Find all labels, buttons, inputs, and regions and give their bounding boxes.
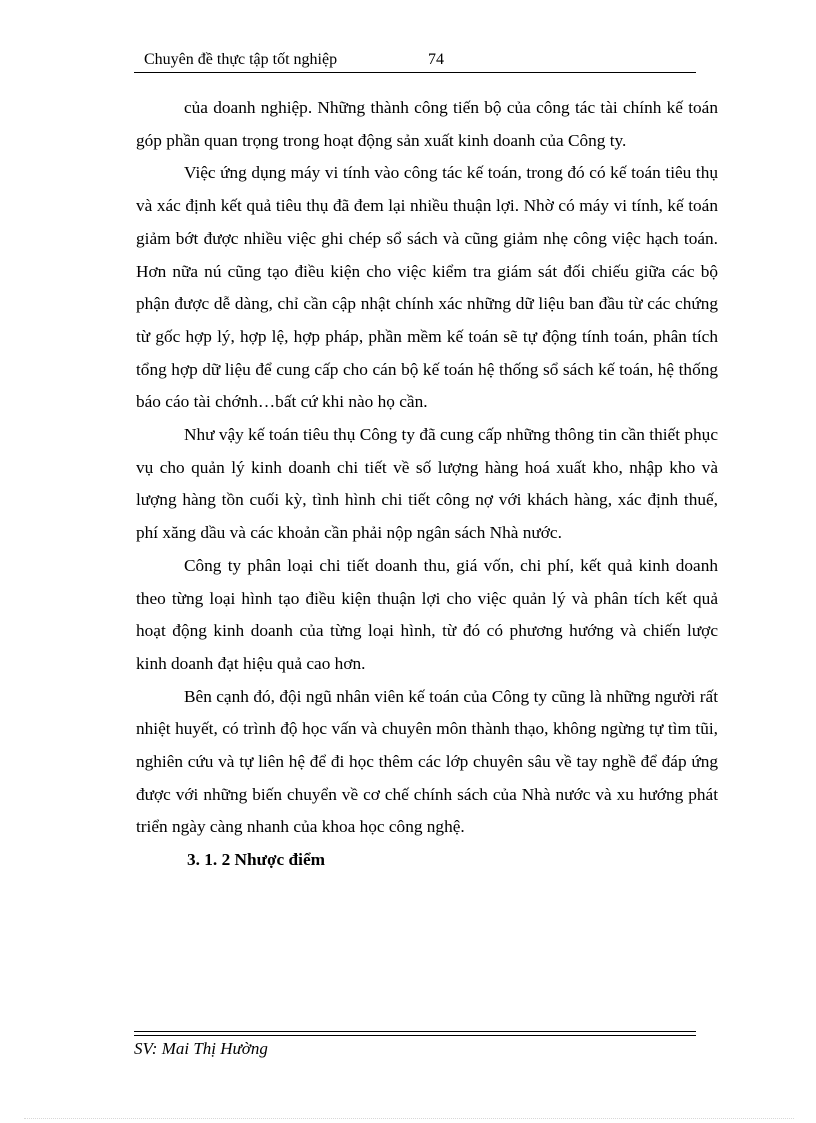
paragraph-4: Công ty phân loại chi tiết doanh thu, giá vốn, chi phí, kết quả kinh doanh theo từng loại hình tạo điều kiện thuận lợi cho việc quản lý và phân tích kết quả hoạt động kinh doanh của từng loại hình, từ đó có phương hướng và chiến lược kinh doanh đạt hiệu quả cao hơn. <box>136 555 718 673</box>
paragraph-5: Bên cạnh đó, đội ngũ nhân viên kế toán của Công ty cũng là những người rất nhiệt huyết, có trình độ học vấn và chuyên môn thành thạo, không ngừng tự tìm tũi, nghiên cứu và tự liên hệ để đi học thêm các lớp chuyên sâu về tay nghề để đáp ứng được với những biến chuyển về cơ chế chính sách của Nhà nước và xu hướng phát triển ngày càng nhanh của khoa học công nghệ. <box>136 686 718 837</box>
footer-divider-bottom <box>134 1035 696 1036</box>
page-number: 74 <box>428 51 444 68</box>
paragraph-3: Như vậy kế toán tiêu thụ Công ty đã cung cấp những thông tin cần thiết phục vụ cho quản lý kinh doanh chi tiết về số lượng hàng hoá xuất kho, nhập kho và lượng hàng tồn cuối kỳ, tình hình chi tiết công nợ với khách hàng, xác định thuế, phí xăng dầu và các khoản cần phải nộp ngân sách Nhà nước. <box>136 425 718 543</box>
footer-author: SV: Mai Thị Hường <box>134 1039 268 1058</box>
page-edge-dotted-line <box>24 1118 794 1119</box>
document-body <box>136 92 718 877</box>
paragraph-1: của doanh nghiệp. Những thành công tiến bộ của công tác tài chính kế toán góp phần quan trọng trong hoạt động sản xuất kinh doanh của Công ty. <box>136 98 718 150</box>
footer-divider-top <box>134 1031 696 1032</box>
header-title: Chuyên đề thực tập tốt nghiệp <box>144 51 338 68</box>
header-divider <box>134 72 696 73</box>
section-heading: 3. 1. 2 Nhược điểm <box>187 850 326 870</box>
paragraph-2: Việc ứng dụng máy vi tính vào công tác kế toán, trong đó có kế toán tiêu thụ và xác định kết quả tiêu thụ đã đem lại nhiều thuận lợi. Nhờ có máy vi tính, kế toán giảm bớt được nhiều việc ghi chép sổ sách và cũng giảm nhẹ công việc hạch toán. Hơn nữa nú cũng tạo điều kiện cho việc kiểm tra giám sát đối chiếu giữa các bộ phận được dễ dàng, chỉ cần cập nhật chính xác những dữ liệu ban đầu từ các chứng từ gốc hợp lý, hợp lệ, hợp pháp, phần mềm kế toán sẽ tự động tính toán, phân tích tổng hợp dữ liệu để cung cấp cho cán bộ kế toán hệ thống sổ sách kế toán, hệ thống báo cáo tài chớnh…bất cứ khi nào họ cần. <box>136 163 718 412</box>
page-header <box>134 48 696 72</box>
